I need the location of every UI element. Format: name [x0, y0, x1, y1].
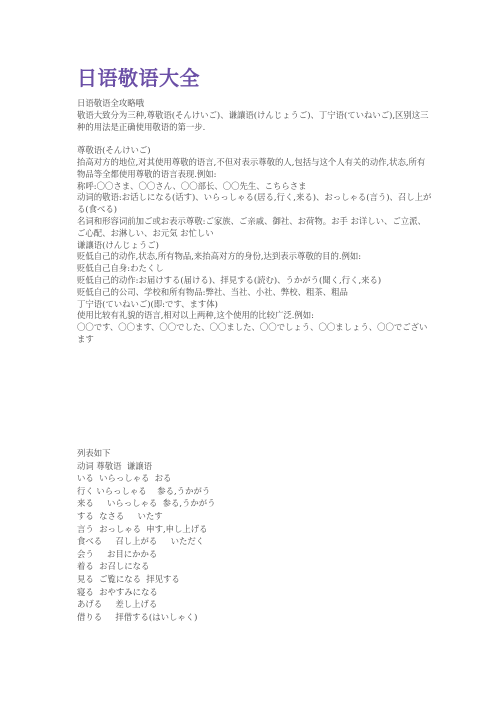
paragraph-gap	[77, 133, 433, 145]
teineigo-heading: 丁宁语(ていねいご)(即:です、ます体)	[77, 298, 218, 309]
table-row: いる いらっしゃる おる	[77, 473, 172, 484]
table-row: 会う お目にかかる	[77, 548, 158, 559]
table-header: 动词 尊敬语 谦譲语	[77, 460, 152, 471]
sonkeigo-line: 名词和形容词前加ご或お表示尊敬:ご家族、ご亲戚、御社、お荷物。お手 お详しい、ご立派、ご心配、お淋しい、お元気 お忙しい	[77, 215, 426, 238]
table-row: 来る いらっしゃる 参る,うかがう	[77, 498, 216, 509]
sonkeigo-line: 抬高对方的地位,对其使用尊敬的语言,不但对表示尊敬的人,包括与这个人有关的动作,状态,所有物品等全都使用尊敬的语言表现.例如:	[77, 156, 426, 179]
table-row: 借りる 拝借する(はいしゃく)	[77, 611, 198, 622]
intro-line: 日语敬语全攻略哦	[77, 98, 144, 108]
kenjougo-line: 贬低自己的动作,状态,所有物品,来抬高对方的身份,达到表示尊敬的目的.例如:	[77, 251, 362, 262]
table-row: する なさる いたす	[77, 510, 163, 521]
table-row: 寝る おやすみになる	[77, 586, 158, 597]
kenjougo-line: 贬低自己自身:わたくし	[77, 263, 164, 274]
table-row: 着る お召しになる	[77, 561, 150, 572]
table-row: 見る ご覧になる 拝见する	[77, 573, 180, 584]
table-caption: 列表如下	[77, 448, 111, 458]
table-row: 食べる 召し上がる いただく	[77, 536, 205, 547]
document-body	[77, 98, 433, 346]
kenjougo-heading: 谦讓语(けんじょうご)	[77, 239, 159, 250]
intro-line: 敬语大致分为三种,尊敬语(そんけいご)、谦讓语(けんじょうご)、丁宁语(ていねいご),区别这三种的用法是正确使用敬语的第一步.	[77, 109, 429, 132]
kenjougo-line: 贬低自己的动作:お届けする(届ける)、拝見する(読む)、うかがう(聞く,行く,来る)	[77, 274, 382, 285]
sonkeigo-line: 称呼:〇〇さま、〇〇さん、〇〇部长、〇〇先生、こちらさま	[77, 180, 307, 191]
page-title: 日语敬语大全	[77, 66, 200, 90]
sonkeigo-line: 动词的敬语:お话しになる(话す)、いらっしゃる(居る,行く,来る)、おっしゃる(言う)、召し上がる(食べる)	[77, 192, 432, 215]
teineigo-line: 〇〇です、〇〇ます、〇〇でした、〇〇ました、〇〇でしょう、〇〇ましょう、〇〇でございます	[77, 322, 428, 344]
verb-table	[77, 447, 377, 623]
teineigo-line: 使用比较有礼貌的语言,相对以上两种,这个使用的比较广泛.例如:	[77, 310, 314, 321]
table-row: あげる 差し上げる	[77, 599, 158, 610]
sonkeigo-heading: 尊敬语(そんけいご)	[77, 145, 151, 156]
table-row: 言う おっしゃる 申す,申し上げる	[77, 523, 208, 534]
table-row: 行く いらっしゃる 参る,うかがう	[77, 485, 211, 496]
kenjougo-line: 贬低自己的公司、学校和所有物品:弊社、当社、小社、弊校、粗茶、粗品	[77, 286, 348, 297]
